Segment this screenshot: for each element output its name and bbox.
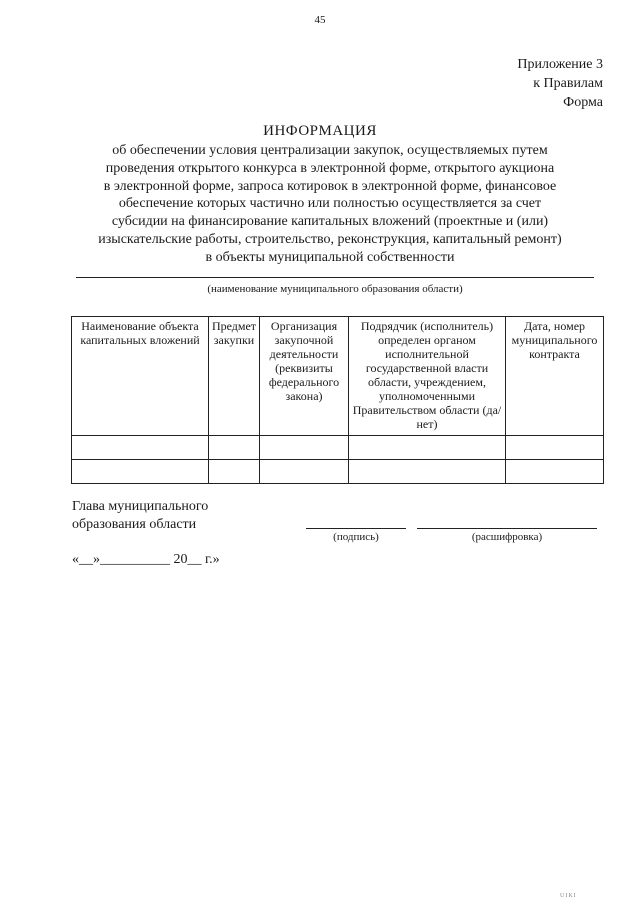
appendix-form-label: Форма — [563, 95, 603, 110]
column-header-subject: Предмет закупки — [209, 317, 260, 436]
subtitle-line: проведения открытого конкурса в электронной форме, открытого аукциона — [105, 160, 555, 176]
appendix-label: Приложение 3 — [517, 57, 603, 72]
document-subtitle — [60, 142, 600, 267]
appendix-rules-label: к Правилам — [533, 76, 603, 91]
head-title-line1: Глава муниципального — [72, 499, 209, 514]
table-cell[interactable] — [209, 436, 260, 460]
subtitle-line: обеспечение которых частично или полностью осуществляется за счет — [118, 196, 542, 212]
column-header-object: Наименование объекта капитальных вложений — [72, 317, 209, 436]
signature-line[interactable] — [306, 528, 406, 529]
column-header-contractor: Подрядчик (исполнитель) определен органом исполнительной государственной власти области, учреждением, уполномоченными Правительством области (да/нет) — [349, 317, 506, 436]
footer-mark: UIKI — [560, 893, 577, 899]
subtitle-line: об обеспечении условия централизации закупок, осуществляемых путем — [112, 143, 548, 158]
table-cell[interactable] — [349, 460, 506, 484]
municipality-name-line[interactable] — [76, 277, 594, 278]
table-cell[interactable] — [506, 436, 604, 460]
municipality-name-caption: (наименование муниципального образования области) — [207, 283, 463, 295]
column-header-contract: Дата, номер муниципального контракта — [506, 317, 604, 436]
table-cell[interactable] — [209, 460, 260, 484]
name-decoding-caption: (расшифровка) — [471, 531, 543, 543]
date-line[interactable]: «__»__________ 20__ г.» — [72, 552, 220, 567]
info-table — [71, 316, 604, 484]
table-cell[interactable] — [506, 460, 604, 484]
table-header-row — [72, 317, 604, 436]
page-number: 45 — [314, 14, 326, 26]
table-cell[interactable] — [260, 436, 349, 460]
table-row — [72, 460, 604, 484]
name-decoding-line[interactable] — [417, 528, 597, 529]
subtitle-line: в электронной форме, запроса котировок в электронной форме, финансовое — [103, 178, 557, 194]
column-header-organization: Организация закупочной деятельности (реквизиты федерального закона) — [260, 317, 349, 436]
subtitle-line: субсидии на финансирование капитальных вложений (проектные и (или) — [111, 214, 549, 230]
subtitle-line: изыскательские работы, строительство, реконструкция, капитальный ремонт) — [98, 231, 562, 247]
table-cell[interactable] — [260, 460, 349, 484]
table-cell[interactable] — [72, 460, 209, 484]
table-row — [72, 436, 604, 460]
document-title: ИНФОРМАЦИЯ — [263, 123, 377, 139]
subtitle-line: в объекты муниципальной собственности — [205, 249, 455, 265]
table-cell[interactable] — [72, 436, 209, 460]
head-title-line2: образования области — [72, 517, 197, 532]
signature-caption: (подпись) — [333, 531, 379, 543]
table-cell[interactable] — [349, 436, 506, 460]
